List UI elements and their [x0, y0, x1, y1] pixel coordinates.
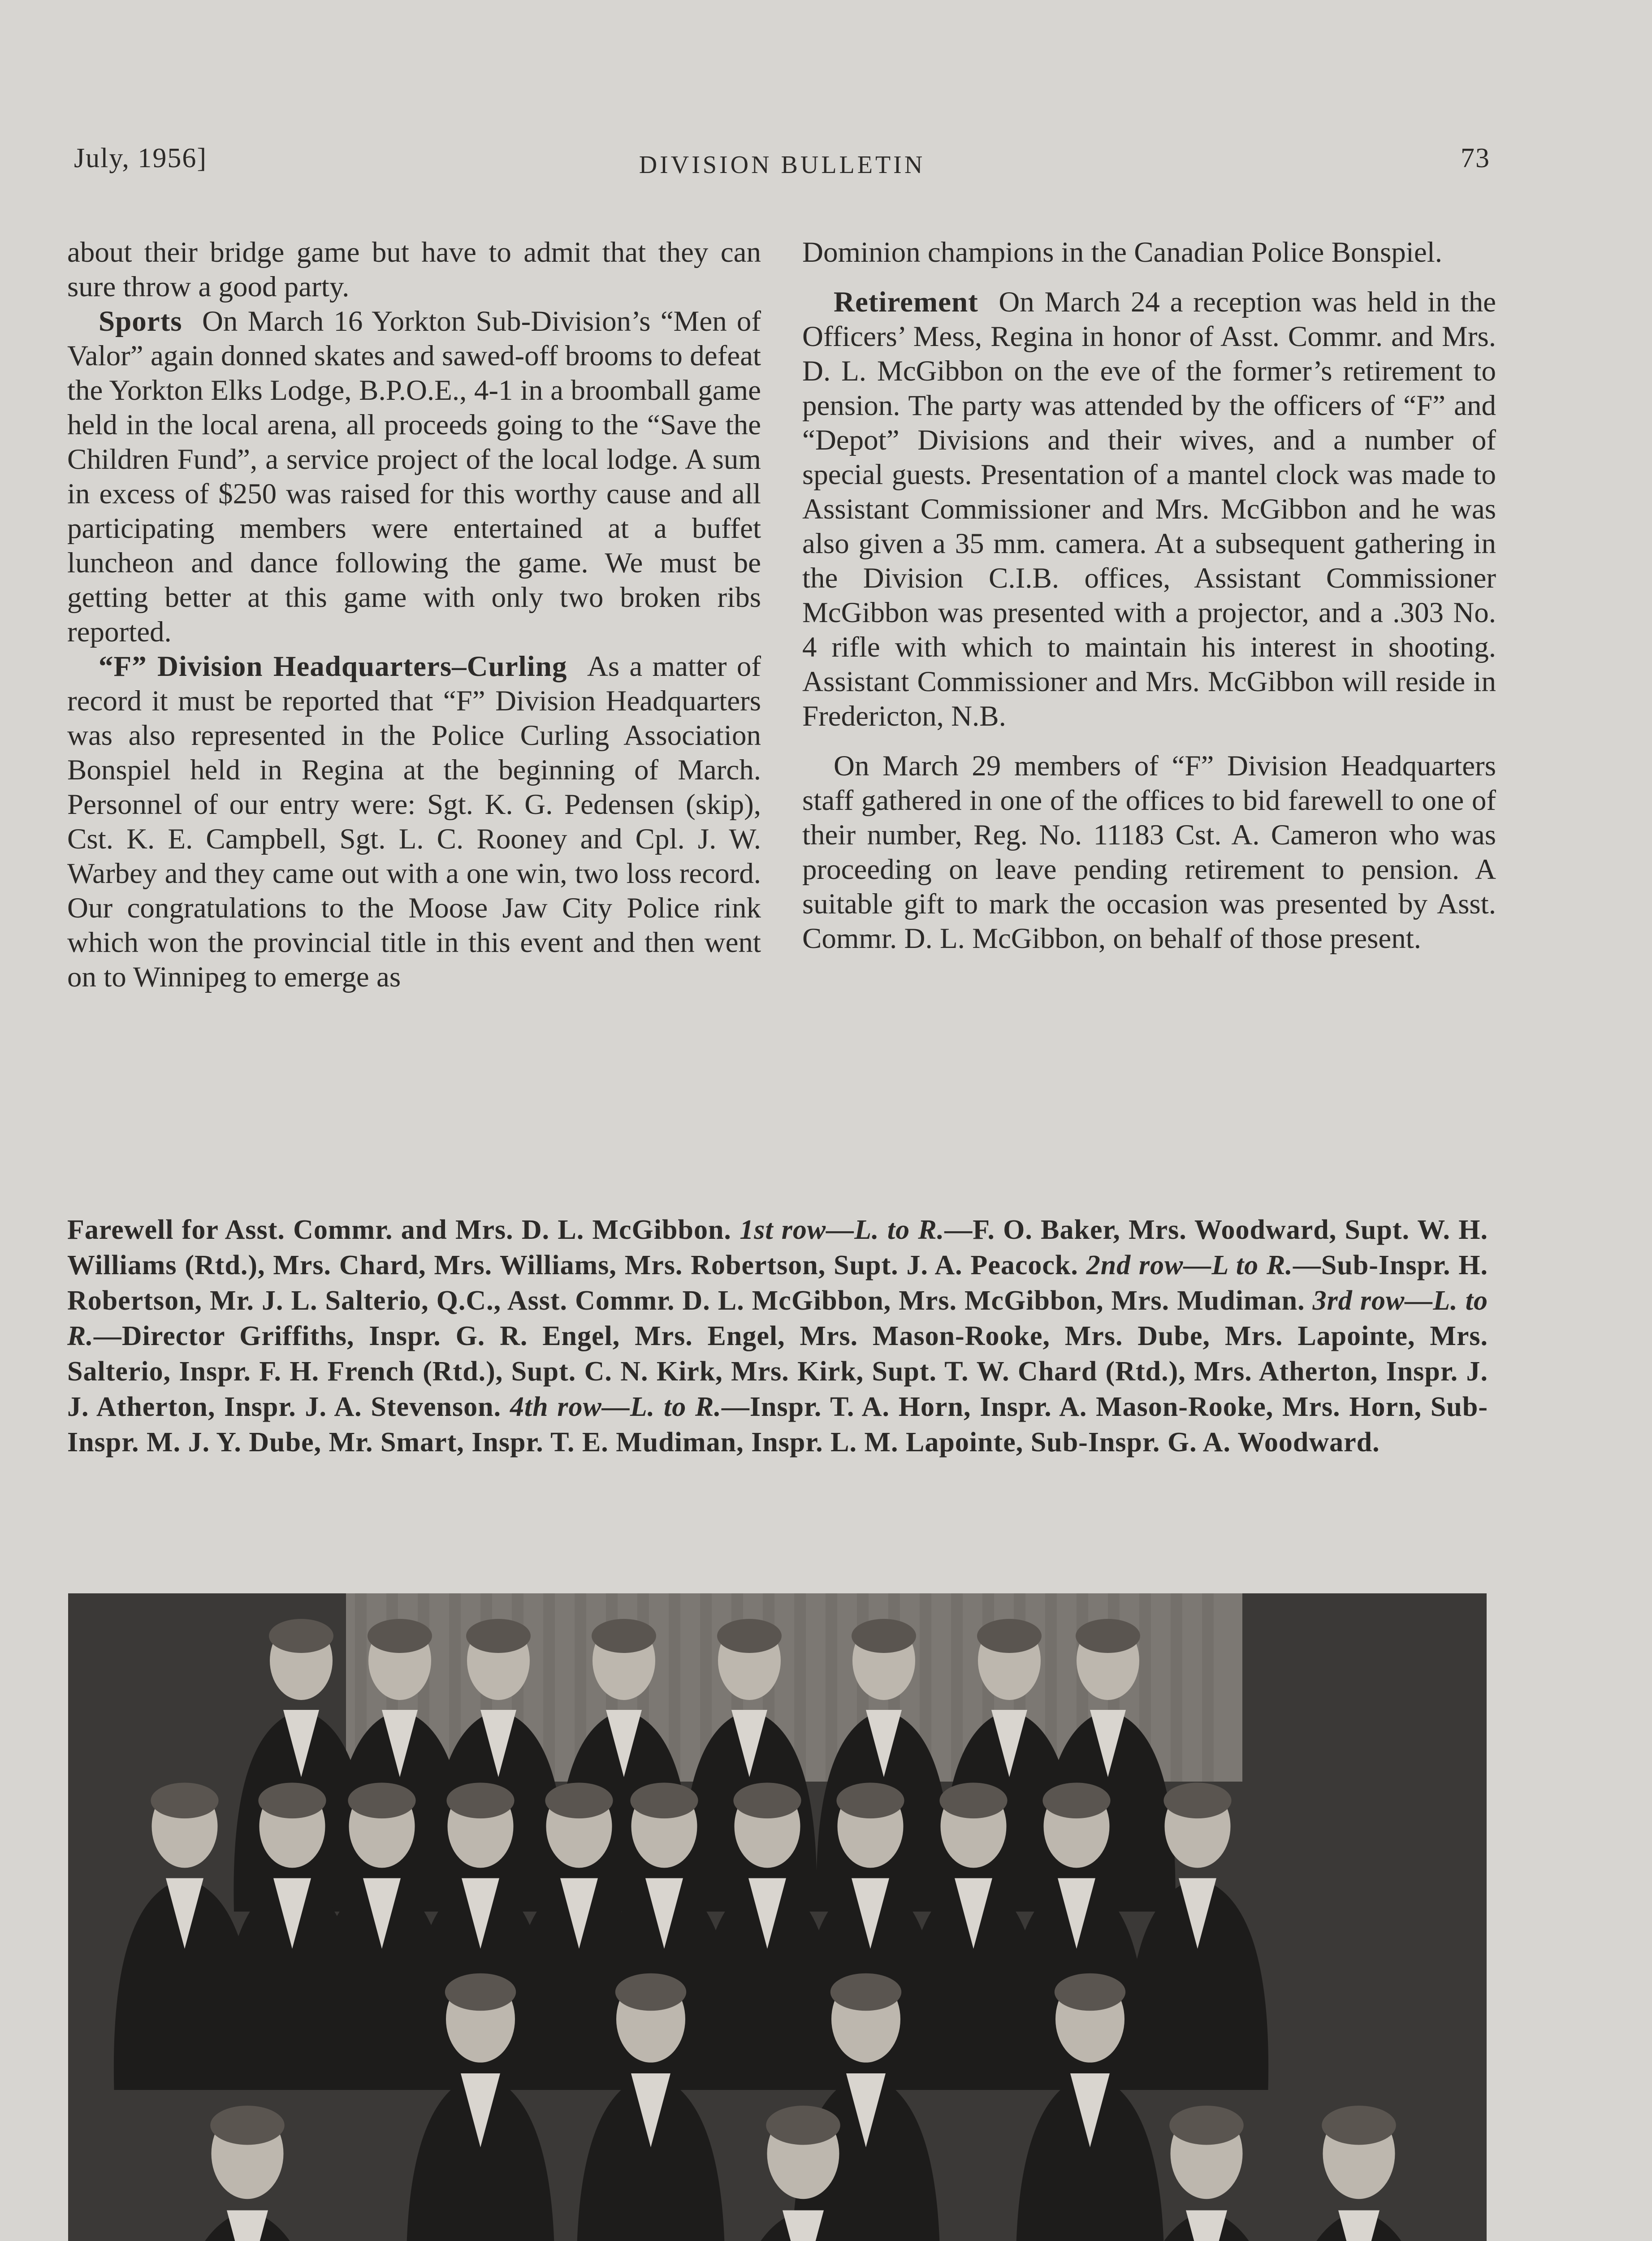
left-column — [67, 235, 761, 995]
person-hair — [1055, 1973, 1125, 2011]
person-hair — [766, 2106, 840, 2145]
person-hair — [830, 1973, 901, 2011]
group-photograph — [68, 1593, 1487, 2241]
caption-row-names: —F. O. Baker, Mrs. Woodward, Supt. W. H. Williams (Rtd.), Mrs. Chard, Mrs. Williams, Mrs. Robertson, Supt. J. A. Peacock. — [67, 1215, 1488, 1281]
person-hair — [1322, 2106, 1396, 2145]
curtain-fold — [1171, 1593, 1182, 1782]
person-hair — [348, 1782, 415, 1818]
person-hair — [446, 1782, 514, 1818]
right-column — [802, 235, 1496, 956]
person-hair — [1042, 1782, 1110, 1818]
page-header — [74, 143, 1490, 187]
paragraph-text: On March 16 Yorkton Sub-Division’s “Men of Valor” again donned skates and sawed-off brooms to defeat the Yorkton Elks Lodge, B.P.O.E., 4-1 in a broomball game held in the local arena, all proceeds going to the “Save the Children Fund”, a service project of the local lodge. A sum in excess of $250 was raised for this worthy cause and all participating members were entertained at a buffet luncheon and dance following the game. We must be getting better at this game with only two broken ribs reported. — [67, 305, 761, 648]
curtain-fold — [826, 1593, 837, 1782]
person-hair — [1076, 1619, 1140, 1653]
person-hair — [368, 1619, 432, 1653]
paragraph-text: Dominion champions in the Canadian Police Bonspiel. — [802, 236, 1443, 268]
paragraph — [67, 304, 761, 649]
person-hair — [445, 1973, 516, 2011]
curtain-fold — [543, 1593, 555, 1782]
caption-row-label: 4th row—L. to R. — [510, 1392, 722, 1422]
person-hair — [1169, 2106, 1244, 2145]
person-hair — [151, 1782, 218, 1818]
paragraph — [802, 749, 1496, 956]
curtain-fold — [794, 1593, 806, 1782]
person-hair — [545, 1782, 613, 1818]
paragraph-text: As a matter of record it must be reported that “F” Division Headquarters was also represented in the Police Curling Association Bonspiel held in Regina at the beginning of March. Personnel of our entry were: Sgt. K. G. Pedensen (skip), Cst. K. E. Campbell, Sgt. L. C. Rooney and Cpl. J. W. Warbey and they came out with a one win, two loss record. Our congratulations to the Moose Jaw City Police rink which won the provincial title in this event and then went on to Winnipeg to emerge as — [67, 650, 761, 993]
person-hair — [717, 1619, 782, 1653]
person-hair — [269, 1619, 333, 1653]
person-hair — [592, 1619, 656, 1653]
curtain-fold — [1202, 1593, 1214, 1782]
person-hair — [939, 1782, 1007, 1818]
person-hair — [836, 1782, 904, 1818]
caption-intro: Farewell for Asst. Commr. and Mrs. D. L. McGibbon. — [67, 1215, 731, 1245]
caption-row-names: —Director Griffiths, Inspr. G. R. Engel, Mrs. Engel, Mrs. Mason-Rooke, Mrs. Dube, Mrs. Lapointe, Mrs. Salterio, Inspr. F. H. French (Rtd.), Supt. C. N. Kirk, Mrs. Kirk, Supt. T. W. Chard (Rtd.), Mrs. Atherton, Inspr. J. J. Atherton, Inspr. J. A. Stevenson. — [67, 1321, 1488, 1422]
section-heading: Sports — [99, 305, 182, 337]
person-hair — [210, 2106, 285, 2145]
person-hair — [733, 1782, 801, 1818]
photo-caption — [67, 1212, 1488, 1460]
section-heading: Retirement — [834, 286, 978, 318]
paragraph — [802, 285, 1496, 734]
caption-row-names: —Inspr. T. A. Horn, Inspr. A. Mason-Rooke, Mrs. Horn, Sub-Inspr. M. J. Y. Dube, Mr. Smart, Inspr. T. E. Mudiman, Inspr. L. M. Lapointe, Sub-Inspr. G. A. Woodward. — [67, 1392, 1488, 1458]
person-hair — [977, 1619, 1042, 1653]
person-hair — [852, 1619, 916, 1653]
person-hair — [258, 1782, 326, 1818]
person-hair — [466, 1619, 531, 1653]
group-photo-illustration — [68, 1593, 1487, 2241]
publication-title: DIVISION BULLETIN — [639, 151, 925, 179]
curtain-fold — [951, 1593, 963, 1782]
paragraph-text: On March 29 members of “F” Division Headquarters staff gathered in one of the offices to bid farewell to one of their number, Reg. No. 11183 Cst. A. Cameron who was proceeding on leave pending retirement to pension. A suitable gift to mark the occasion was presented by Asst. Commr. D. L. McGibbon, on behalf of those present. — [802, 750, 1496, 955]
paragraph-text: about their bridge game but have to admit that they can sure throw a good party. — [67, 236, 761, 303]
section-heading: “F” Division Headquarters–Curling — [99, 650, 567, 683]
caption-row-label: 1st row—L. to R. — [740, 1215, 945, 1245]
paragraph — [67, 649, 761, 995]
paragraph-text: On March 24 a reception was held in the Officers’ Mess, Regina in honor of Asst. Commr. and Mrs. D. L. McGibbon on the eve of the former’s retirement to pension. The party was attended by the officers of “F” and “Depot” Divisions and their wives, and a number of special guests. Presentation of a mantel clock was made to Assistant Commissioner and Mrs. McGibbon and he was also given a 35 mm. camera. At a subsequent gathering in the Division C.I.B. offices, Assistant Commissioner McGibbon was presented with a projector, and a .303 No. 4 rifle with which to maintain his interest in shooting. Assistant Commissioner and Mrs. McGibbon will reside in Fredericton, N.B. — [802, 286, 1496, 732]
caption-row-label: 3rd row—L. to R. — [67, 1285, 1488, 1351]
caption-row-names: —Sub-Inspr. H. Robertson, Mr. J. L. Salterio, Q.C., Asst. Commr. D. L. McGibbon, Mrs. McGibbon, Mrs. Mudiman. — [67, 1250, 1488, 1316]
caption-row-label: 2nd row—L to R. — [1086, 1250, 1293, 1281]
person-hair — [630, 1782, 698, 1818]
page-number: 73 — [1461, 143, 1490, 173]
issue-date: July, 1956] — [74, 143, 207, 173]
paragraph — [802, 235, 1496, 270]
curtain-fold — [669, 1593, 680, 1782]
paragraph — [67, 235, 761, 304]
person-hair — [1163, 1782, 1231, 1818]
person-hair — [615, 1973, 686, 2011]
